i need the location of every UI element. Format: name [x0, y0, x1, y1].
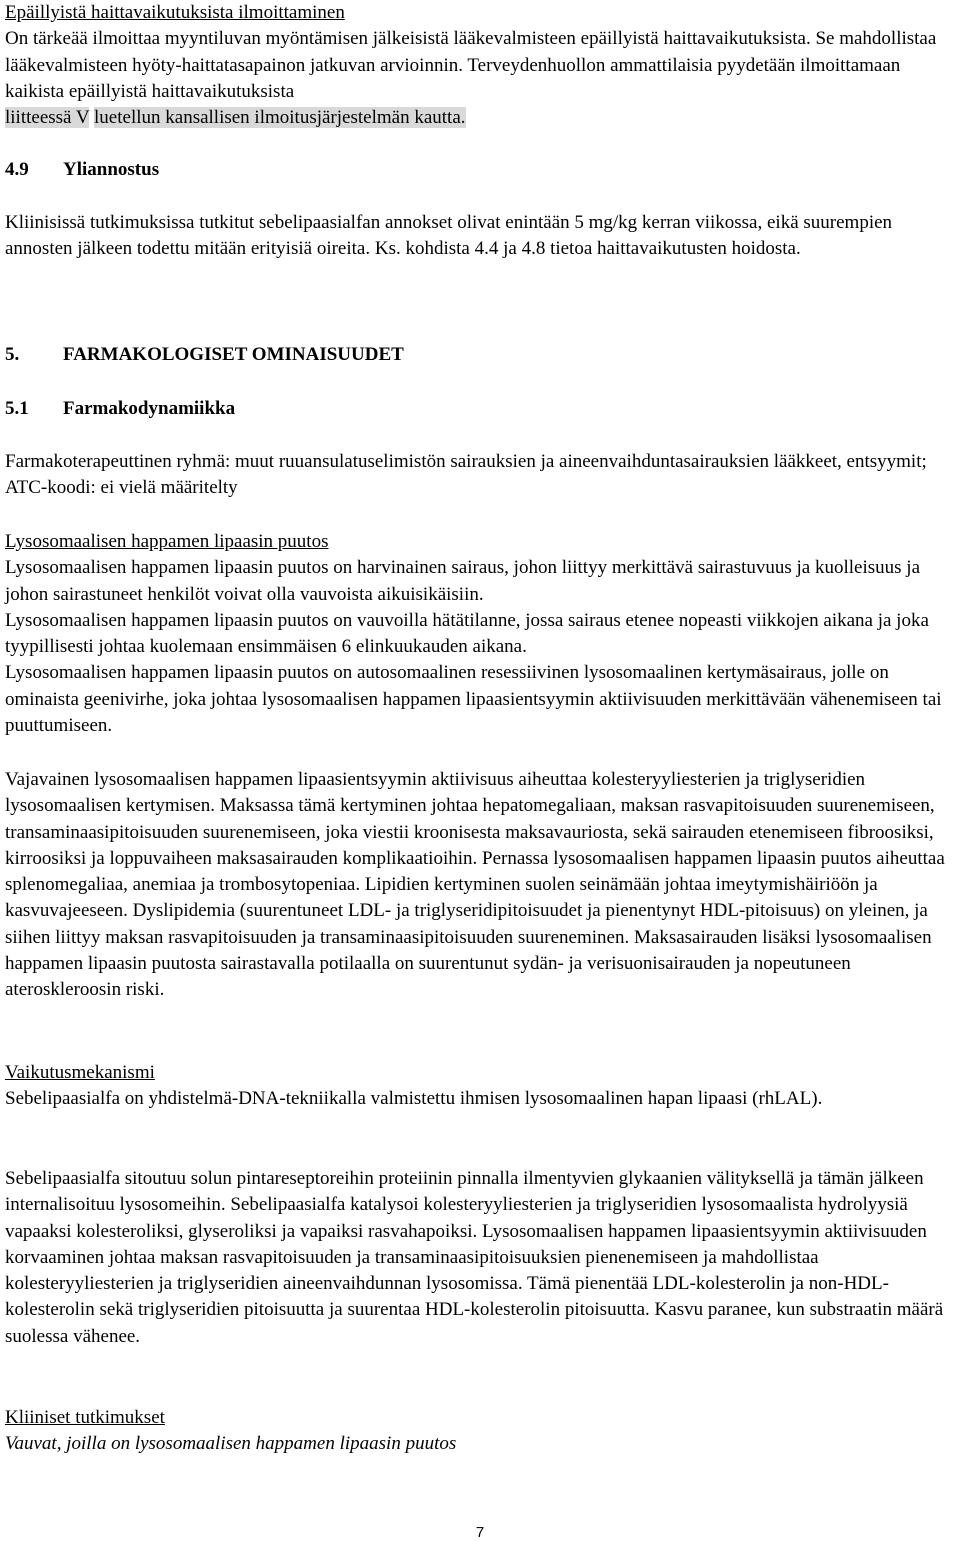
section5-heading [5, 342, 955, 368]
clinical-section [5, 1405, 955, 1458]
mechanism-section [5, 1060, 955, 1113]
mechanism-paragraph-2: Sebelipaasialfa sitoutuu solun pintareseptoreihin proteiinin pinnalla ilmentyvien glykaanien välityksellä ja tämän jälkeen internalisoituu lysosomeihin. Sebelipaasialfa katalysoi kolesteryyliesterien ja triglyseridien lysosomaalista hydrolyysiä vapaaksi kolesteroliksi, glyseroliksi ja vapaiksi rasvahapoiksi. Lysosomaalisen happamen lipaasientsyymin aktiivisuuden korvaaminen johtaa maksan rasvapitoisuuden ja transaminaasipitoisuuksien pienenemiseen ja mahdollistaa kolesteryyliesterien ja triglyseridien aineenvaihdunnan lysosomissa. Tämä pienentää LDL-kolesterolin ja non-HDL-kolesterolin sekä triglyseridien pitoisuutta ja suurentaa HDL-kolesterolin pitoisuutta. Kasvu paranee, kun substraatin määrä suolessa vähenee. [5, 1168, 944, 1347]
lal-paragraph-4: Vajavainen lysosomaalisen happamen lipaasientsyymin aktiivisuus aiheuttaa kolesteryyliesterien ja triglyseridien lysosomaalisen kertymisen. Maksassa tämä kertyminen johtaa hepatomegaliaan, maksan rasvapitoisuuden suurenemiseen, transaminaasipitoisuuden suurenemiseen, joka viestii kroonisesta maksavauriosta, sekä sairauden etenemiseen fibroosiksi, kirroosiksi ja loppuvaiheen maksasairauden komplikaatioihin. Pernassa lysosomaalisen happamen lipaasin puutos aiheuttaa splenomegaliaa, anemiaa ja trombosytopeniaa. Lipidien kertyminen suolen seinämään johtaa imeytymishäiriöön ja kasvuvajeeseen. Dyslipidemia (suurentuneet LDL- ja triglyseridipitoisuudet ja pienentynyt HDL-pitoisuus) on yleinen, ja siihen liittyy maksan rasvapitoisuuden ja transaminaasipitoisuuden suureneminen. Maksasairauden lisäksi lysosomaalisen happamen lipaasin puutosta sairastavalla potilaalla on suurentunut sydän- ja verisuonisairauden ja nopeutuneen ateroskleroosin riski. [5, 769, 945, 1001]
overdose-body: Kliinisissä tutkimuksissa tutkitut sebelipaasialfan annokset olivat enintään 5 mg/kg kerran viikossa, eikä suurempien annosten jälkeen todettu mitään erityisiä oireita. Ks. kohdista 4.4 ja 4.8 tietoa haittavaikutusten hoidosta. [5, 212, 893, 260]
pharmacodynamics-number: 5.1 [5, 398, 29, 419]
section5-number: 5. [5, 344, 20, 365]
overdose-title: Yliannostus [63, 159, 160, 180]
section5-title: FARMAKOLOGISET OMINAISUUDET [63, 344, 404, 365]
atc-text: Farmakoterapeuttinen ryhmä: muut ruuansulatuselimistön sairauksien ja aineenvaihduntasairauksien lääkkeet, entsyymit; ATC-koodi: ei vielä määritelty [5, 451, 927, 499]
mechanism-paragraph-2-block [5, 1166, 955, 1350]
mechanism-paragraph-1: Sebelipaasialfa on yhdistelmä-DNA-tekniikalla valmistettu ihmisen lysosomaalinen hapan lipaasi (rhLAL). [5, 1088, 823, 1110]
lal-paragraph-3: Lysosomaalisen happamen lipaasin puutos on autosomaalinen resessiivinen lysosomaalinen kertymäsairaus, jolle on ominaista geenivirhe, joka johtaa lysosomaalisen happamen lipaasientsyymin aktiivisuuden merkittävään vähenemiseen tai puuttumiseen. [5, 662, 942, 737]
reporting-heading: Epäillyistä haittavaikutuksista ilmoittaminen [5, 2, 345, 23]
annex-v-reference: liitteessä V [5, 107, 90, 129]
pharmacodynamics-heading [5, 396, 955, 422]
page-number: 7 [475, 1524, 485, 1541]
overdose-heading [5, 157, 955, 183]
mechanism-heading: Vaikutusmekanismi [5, 1062, 155, 1083]
clinical-heading: Kliiniset tutkimukset [5, 1407, 165, 1428]
lal-paragraph-2: Lysosomaalisen happamen lipaasin puutos on vauvoilla hätätilanne, jossa sairaus etenee nopeasti viikkojen aikana ja joka tyypillisesti johtaa kuolemaan ensimmäisen 6 elinkuukauden aikana. [5, 609, 929, 658]
lal-paragraph-1: Lysosomaalisen happamen lipaasin puutos on harvinainen sairaus, johon liittyy merkittävä sairastuvuus ja kuolleisuus ja johon sairastuneet henkilöt voivat olla vauvoista aikuisikäisiin. [5, 557, 920, 605]
reporting-body-text: On tärkeää ilmoittaa myyntiluvan myöntämisen jälkeisistä lääkevalmisteen epäillyistä haittavaikutuksista. Se mahdollistaa lääkevalmisteen hyöty-haittatasapainon jatkuvan arvioinnin. Terveydenhuollon ammattilaisia pyydetään ilmoittamaan kaikista epäillyistä haittavaikutuksista [5, 28, 937, 102]
lal-heading: Lysosomaalisen happamen lipaasin puutos [5, 531, 329, 552]
reporting-section [5, 0, 955, 131]
national-reporting-system: luetellun kansallisen ilmoitusjärjestelmän kautta. [94, 107, 466, 129]
lal-section [5, 529, 955, 739]
clinical-subheading: Vauvat, joilla on lysosomaalisen happamen lipaasin puutos [5, 1433, 457, 1455]
overdose-number: 4.9 [5, 159, 29, 180]
atc-block [5, 449, 955, 502]
overdose-body-block [5, 210, 955, 263]
lal-paragraph-4-block [5, 767, 955, 1004]
reporting-body [5, 26, 955, 131]
pharmacodynamics-title: Farmakodynamiikka [63, 398, 236, 419]
